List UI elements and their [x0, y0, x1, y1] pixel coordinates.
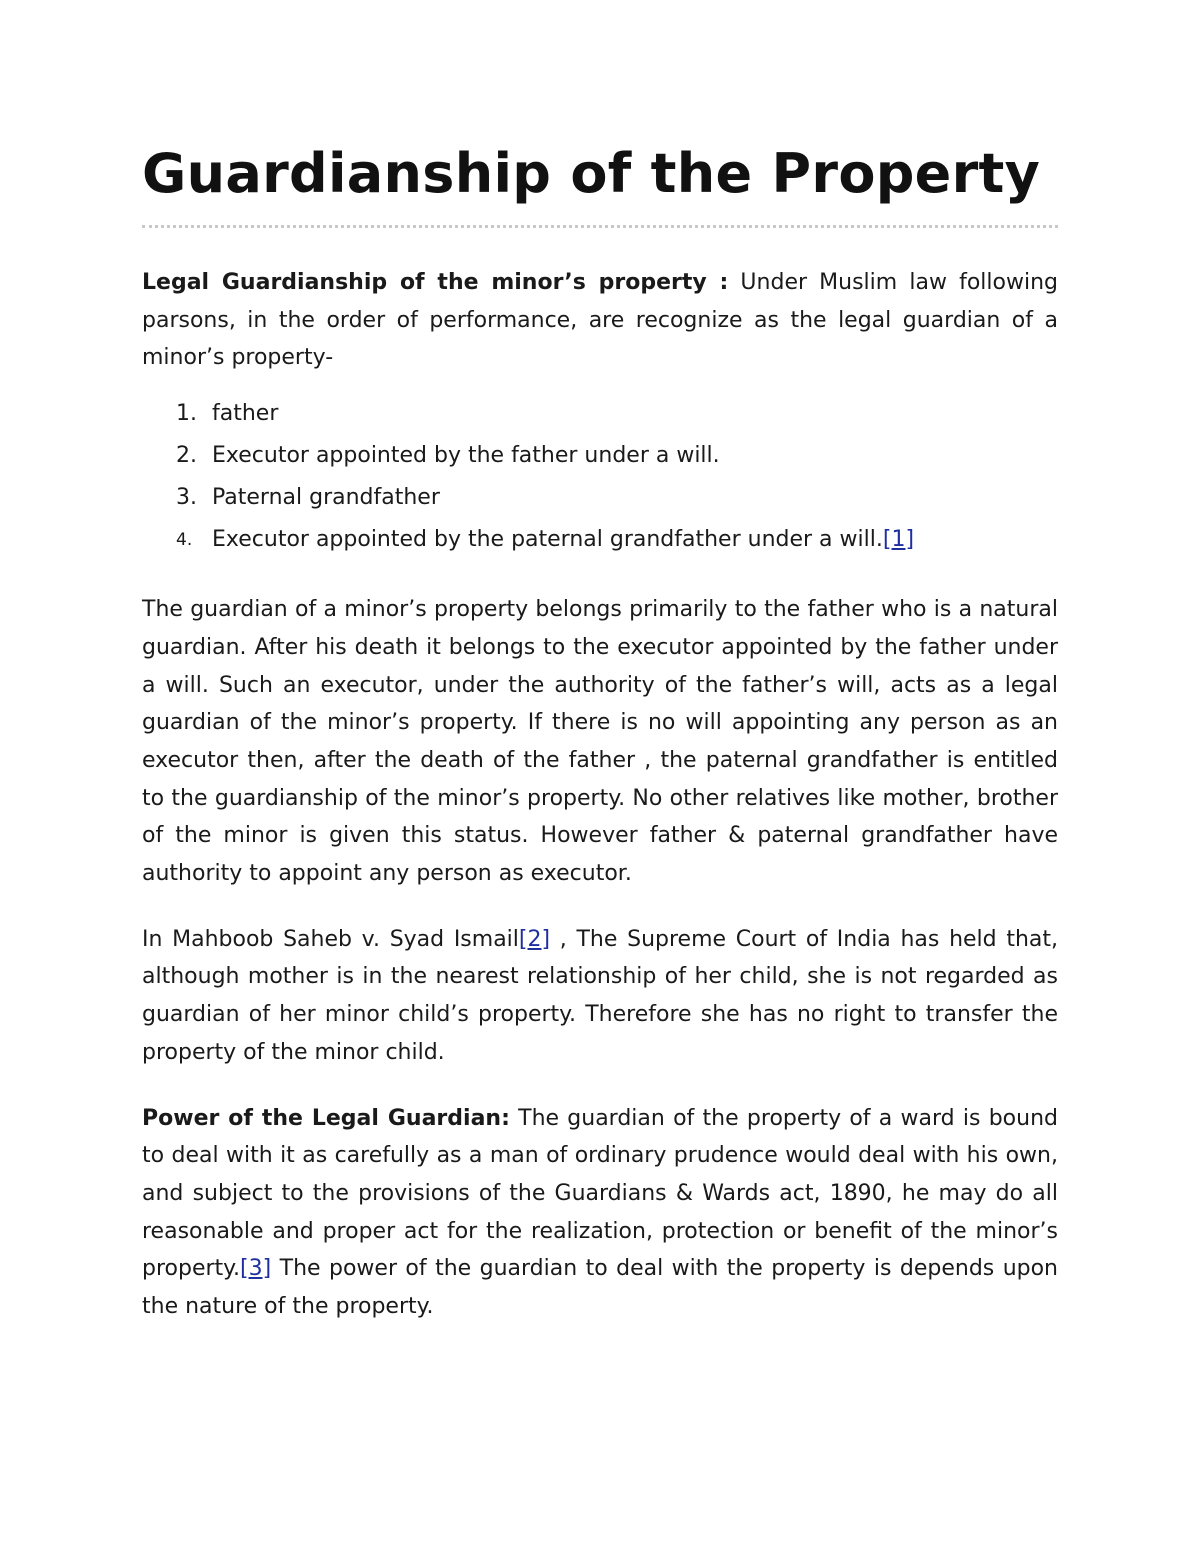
- footnote-link-2[interactable]: [2]: [518, 926, 551, 952]
- list-item-text: father: [212, 401, 279, 427]
- list-number: 2.: [176, 443, 197, 469]
- body-paragraph: The guardian of a minor’s property belongs primarily to the father who is a natural guardian. After his death it belongs to the executor appointed by the father under a will. Such an executor, under the authority of the father’s will, acts as a legal guardian of the minor’s property. If there is no will appointing any person as an executor then, after the death of the father , the paternal grandfather is entitled to the guardianship of the minor’s property. No other relatives like mother, brother of the minor is given this status. However father & paternal grandfather have authority to appoint any person as executor.: [142, 597, 1058, 887]
- list-item-text: Paternal grandfather: [212, 485, 440, 511]
- list-item-text: Executor appointed by the father under a will.: [212, 443, 720, 469]
- page-title: Guardianship of the Property: [142, 142, 1041, 205]
- guardian-list: [142, 393, 1058, 561]
- document-page: [142, 135, 1058, 1326]
- list-number: 1.: [176, 401, 197, 427]
- footnote-link-1[interactable]: [1]: [882, 527, 915, 553]
- list-item-text: Executor appointed by the paternal grandfather under a will.: [212, 527, 883, 553]
- list-item: [142, 477, 1058, 519]
- case-paragraph: [142, 921, 1058, 1072]
- power-text-before: The guardian of the property of a ward is bound to deal with it as carefully as a man of ordinary prudence would deal with his own, and subject to the provisions of the Guardians & Wards act, 1890, he may do all reasonable and proper act for the realization, protection or benefit of the minor’s property.: [142, 1105, 1058, 1282]
- title-divider: [142, 225, 1058, 228]
- case-text-before: In Mahboob Saheb v. Syad Ismail: [142, 926, 519, 952]
- case-text-after: , The Supreme Court of India has held that, although mother is in the nearest relationship of her child, she is not regarded as guardian of her minor child’s property. Therefore she has no right to transfer the property of the minor child.: [142, 926, 1058, 1065]
- footnote-link-3[interactable]: [3]: [240, 1256, 272, 1282]
- list-number: 4.: [176, 530, 193, 551]
- power-label: Power of the Legal Guardian:: [142, 1105, 510, 1131]
- power-paragraph: [142, 1100, 1058, 1326]
- intro-paragraph: [142, 264, 1058, 377]
- list-item: [142, 519, 1058, 561]
- list-number: 3.: [176, 485, 197, 511]
- power-text-after: The power of the guardian to deal with the property is depends upon the nature of the property.: [142, 1256, 1058, 1320]
- intro-label: Legal Guardianship of the minor’s property :: [142, 270, 729, 295]
- intro-text: Under Muslim law following parsons, in the order of performance, are recognize as the legal guardian of a minor’s property-: [142, 270, 1058, 371]
- list-item: [142, 435, 1058, 477]
- list-item: [142, 393, 1058, 435]
